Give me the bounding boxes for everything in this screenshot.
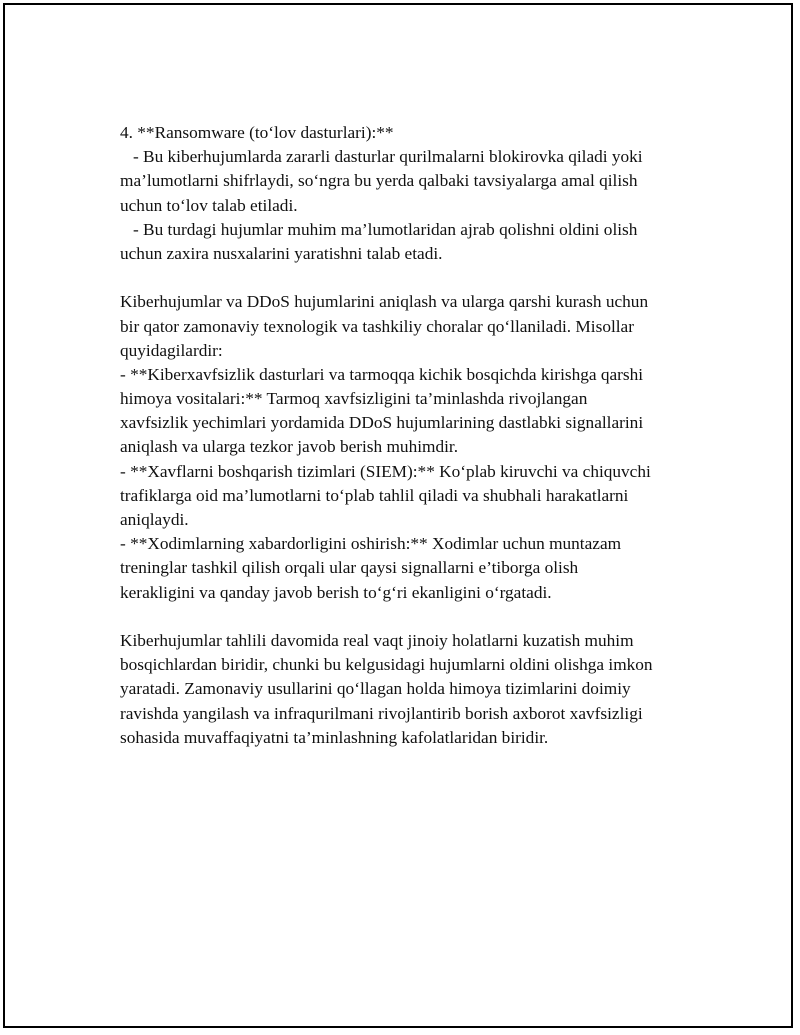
text-line: - **Kiberxavfsizlik dasturlari va tarmoqqa kichik bosqichda kirishga qarshi [120,364,644,384]
paragraph-spacer [120,605,700,629]
text-line: ma’lumotlarni shifrlaydi, so‘ngra bu yerda qalbaki tavsiyalarga amal qilish [120,171,638,191]
text-line: trafiklarga oid ma’lumotlarni to‘plab tahlil qiladi va shubhali harakatlarni [120,485,629,505]
text-line: sohasida muvaffaqiyatni ta’minlashning kafolatlaridan biridir. [120,727,549,747]
text-line: - Bu turdagi hujumlar muhim ma’lumotlaridan ajrab qolishni oldini olish [120,219,638,239]
paragraph-spacer [120,266,700,290]
text-line: xavfsizlik yechimlari yordamida DDoS hujumlarining dastlabki signallarini [120,413,644,433]
text-line: - Bu kiberhujumlarda zararli dasturlar qurilmalarni blokirovka qiladi yoki [120,147,643,167]
text-line: Kiberhujumlar va DDoS hujumlarini aniqlash va ularga qarshi kurash uchun [120,292,649,312]
text-line: uchun zaxira nusxalarini yaratishni talab etadi. [120,243,443,263]
ransomware-point-2 [120,218,700,266]
text-line: aniqlaydi. [120,510,189,529]
document-body [120,121,700,750]
measures-intro [120,290,700,363]
text-line: - **Xodimlarning xabardorligini oshirish:** Xodimlar uchun muntazam [120,534,622,554]
text-line: Kiberhujumlar tahlili davomida real vaqt jinoiy holatlarni kuzatish muhim [120,630,634,650]
text-line: aniqlash va ularga tezkor javob berish muhimdir. [120,437,459,457]
text-line: - **Xavflarni boshqarish tizimlari (SIEM):** Ko‘plab kiruvchi va chiquvchi [120,461,651,481]
section-measures [120,290,700,604]
text-line: bosqichlardan biridir, chunki bu kelgusidagi hujumlarni oldini olishga imkon [120,655,653,675]
text-line: himoya vositalari:** Tarmoq xavfsizligini ta’minlashda rivojlangan [120,389,588,409]
text-line: quyidagilardir: [120,340,223,360]
text-line: kerakligini va qanday javob berish to‘g‘ri ekanligini o‘rgatadi. [120,582,552,602]
ransomware-point-1 [120,145,700,218]
section-heading: 4. **Ransomware (to‘lov dasturlari):** [120,123,394,142]
text-line: bir qator zamonaviy texnologik va tashkiliy choralar qo‘llaniladi. Misollar [120,316,634,336]
text-line: uchun to‘lov talab etiladi. [120,195,298,215]
section-conclusion [120,629,700,750]
text-line: yaratadi. Zamonaviy usullarini qo‘llagan holda himoya tizimlarini doimiy [120,679,631,699]
text-line: treninglar tashkil qilish orqali ular qaysi signallarni e’tiborga olish [120,558,579,578]
measures-item-1 [120,363,700,460]
measures-item-3 [120,532,700,605]
measures-item-2 [120,460,700,533]
section-ransomware [120,121,700,266]
page-frame [3,3,793,1028]
text-line: ravishda yangilash va infraqurilmani rivojlantirib borish axborot xavfsizligi [120,703,643,723]
